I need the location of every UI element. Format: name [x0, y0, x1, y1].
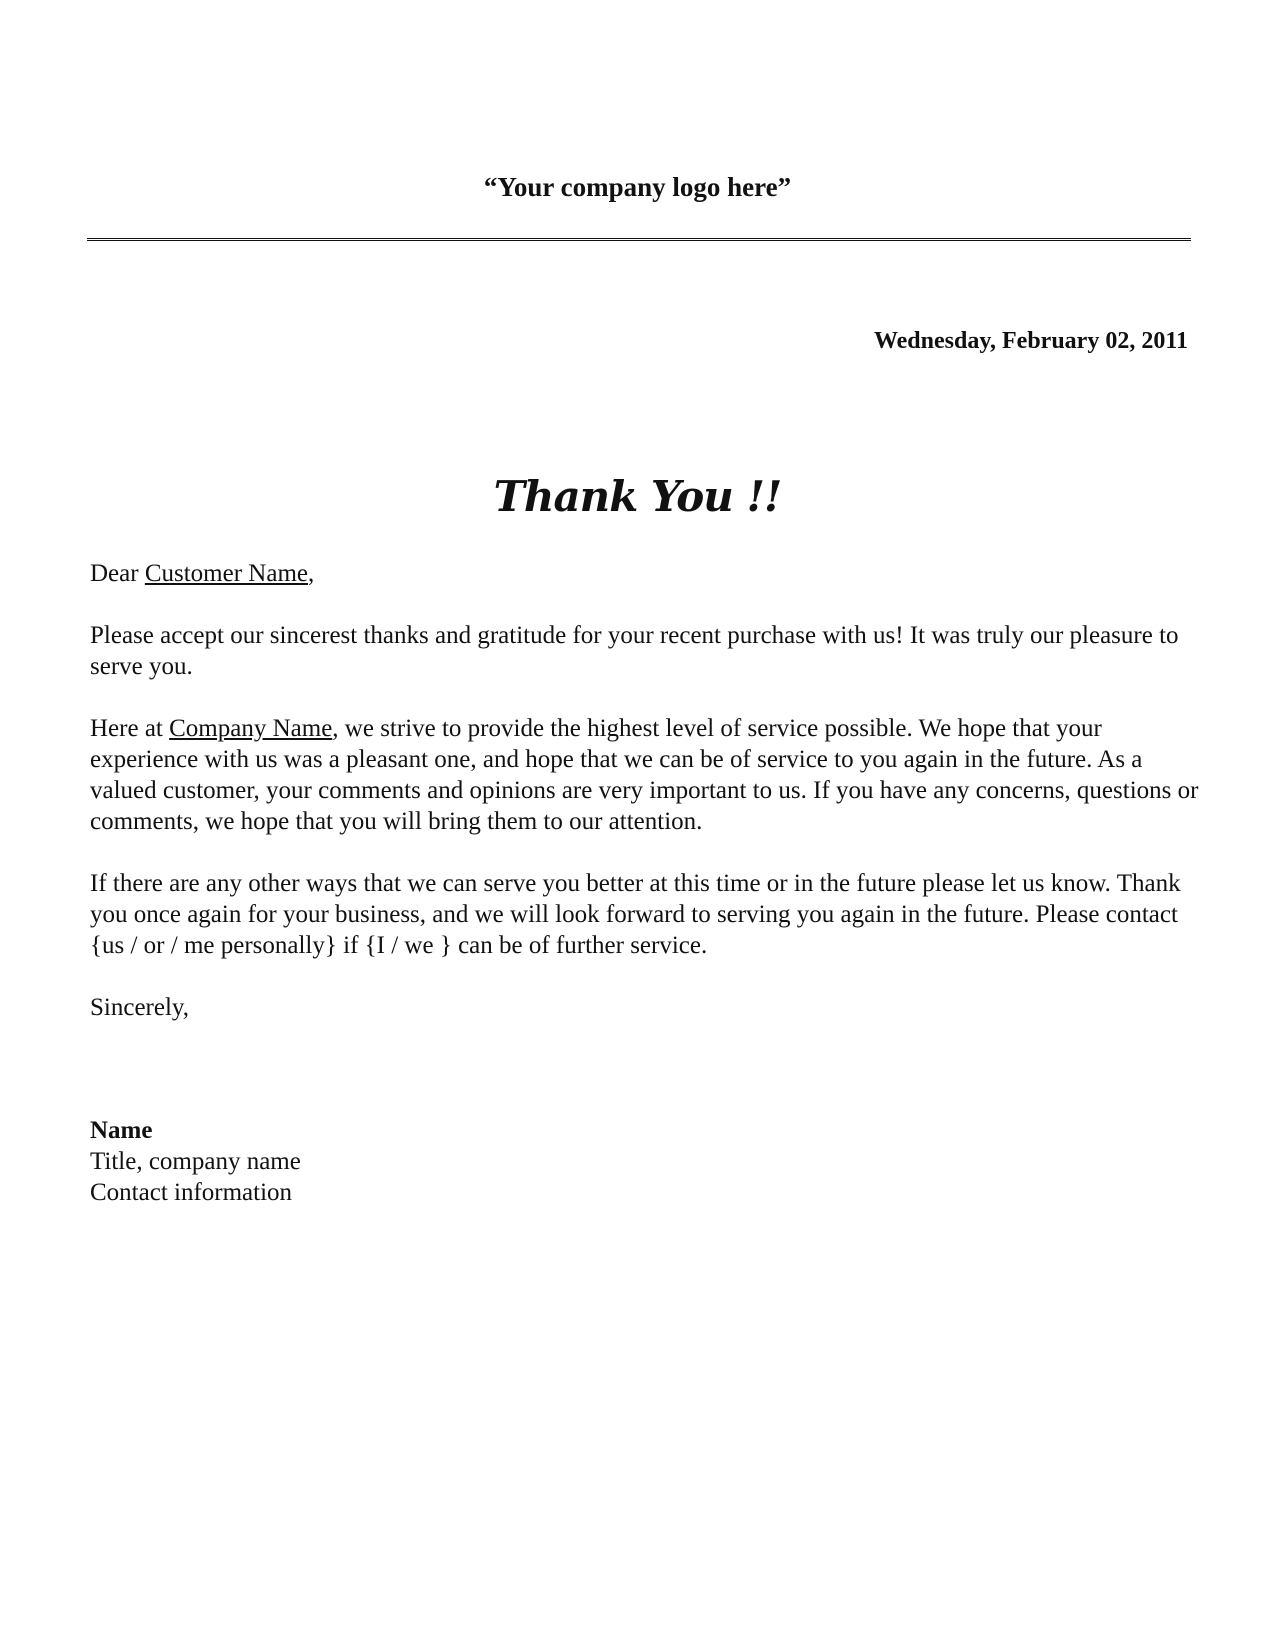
- signature-contact: Contact information: [90, 1179, 293, 1206]
- signature-title: Title, company name: [90, 1148, 301, 1175]
- thank-you-heading: Thank You !!: [493, 472, 782, 521]
- paragraph-2-prefix: Here at: [90, 715, 170, 742]
- paragraph-3-text: If there are any other ways that we can serve you better at this time or in the future please let us know. Thank you once again for your business, and we will look forward to serving you again in the future. Please contact {us / or / me personally} if {I / we } can be of further service.: [90, 870, 1181, 959]
- salutation-prefix: Dear: [90, 560, 145, 587]
- letter-date: Wednesday, February 02, 2011: [873, 328, 1188, 354]
- company-logo-placeholder: “Your company logo here”: [483, 172, 792, 202]
- header-divider: [87, 238, 1191, 241]
- paragraph-1-text: Please accept our sincerest thanks and gratitude for your recent purchase with us! It was truly our pleasure to serve you.: [90, 622, 1179, 680]
- salutation: [90, 558, 1200, 589]
- closing: Sincerely,: [90, 994, 190, 1021]
- paragraph-2-rest: , we strive to provide the highest level of service possible. We hope that your experience with us was a pleasant one, and hope that we can be of service to you again in the future. As a valued customer, your comments and opinions are very important to us. If you have any concerns, questions or comments, we hope that you will bring them to our attention.: [90, 715, 1199, 835]
- salutation-suffix: ,: [308, 560, 315, 587]
- paragraph-2: [90, 713, 1200, 837]
- paragraph-2-text: [90, 713, 1200, 837]
- customer-name-placeholder: Customer Name: [144, 560, 308, 587]
- company-name-placeholder: Company Name: [169, 715, 333, 742]
- signature-block: [90, 1115, 301, 1208]
- paragraph-1: [90, 620, 1200, 682]
- paragraph-3: [90, 868, 1200, 961]
- signature-name: Name: [90, 1117, 153, 1144]
